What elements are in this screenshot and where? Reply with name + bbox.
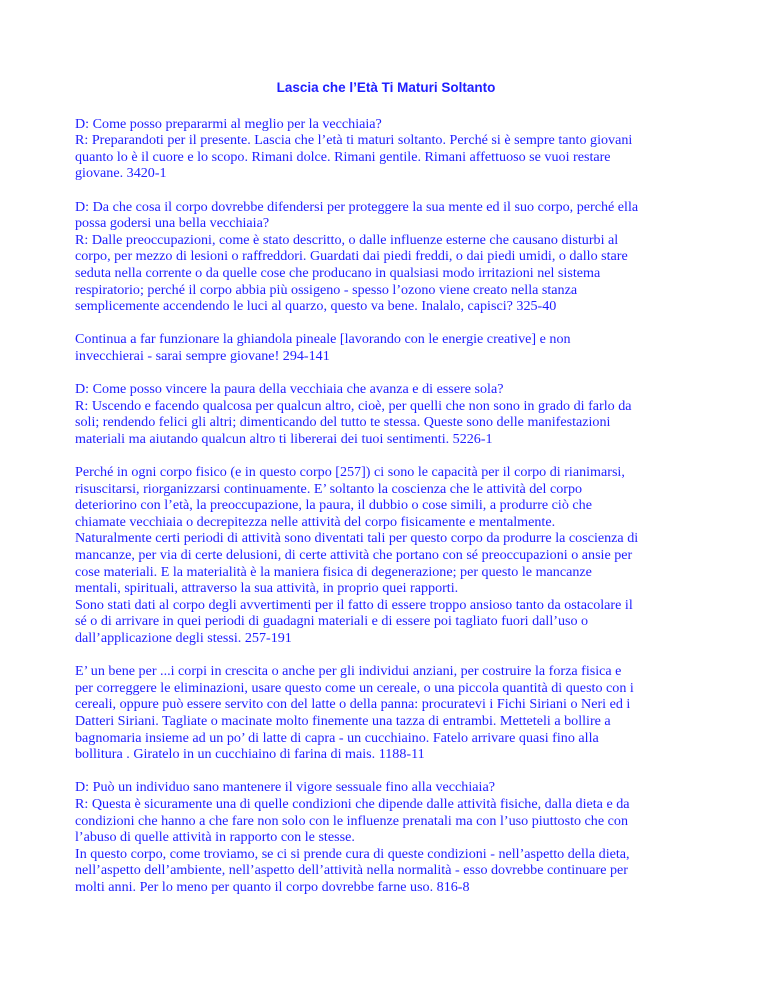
text-line: cose materiali. E la materialità è la maniera fisica di degenerazione; per questo le mancanze	[75, 563, 592, 580]
paragraph	[75, 116, 697, 182]
text-line: corpo, per mezzo di lesioni o raffreddori. Guardati dai piedi freddi, o dai piedi umidi, o dallo stare	[75, 248, 628, 265]
paragraph	[75, 199, 697, 315]
text-line: R: Dalle preoccupazioni, come è stato descritto, o dalle influenze esterne che causano disturbi al	[75, 231, 619, 248]
text-line: nell’aspetto dell’ambiente, nell’aspetto dell’attività nella normalità - esso dovrebbe continuare per	[75, 862, 628, 879]
text-line: deteriorino con l’età, la preoccupazione, la paura, il dubbio o cose simili, a produrre ciò che	[75, 497, 592, 514]
text-line: D: Come posso vincere la paura della vecchiaia che avanza e di essere sola?	[75, 381, 504, 398]
text-line: Perché in ogni corpo fisico (e in questo corpo [257]) ci sono le capacità per il corpo di rianimarsi,	[75, 464, 625, 481]
paragraph	[75, 663, 697, 763]
text-line: seduta nella corrente o da quelle cose che producano in qualsiasi modo irritazioni nel sistema	[75, 264, 601, 281]
text-line: Datteri Siriani. Tagliate o macinate molto finemente una tazza di entrambi. Metteteli a bollire a	[75, 712, 611, 729]
text-line: quanto lo è il cuore e lo scopo. Rimani dolce. Rimani gentile. Rimani affettuoso se vuoi restare	[75, 148, 611, 165]
text-line: R: Uscendo e facendo qualcosa per qualcun altro, cioè, per quelli che non sono in grado di farlo da	[75, 397, 632, 414]
text-line: bagnomaria insieme ad un po’ di latte di capra - un cucchiaino. Fatelo arrivare quasi fino alla	[75, 729, 599, 746]
text-line: per correggere le eliminazioni, usare questo come un cereale, o una piccola quantità di questo con i	[75, 679, 634, 696]
text-line: In questo corpo, come troviamo, se ci si prende cura di queste condizioni - nell’aspetto della dieta,	[75, 845, 630, 862]
paragraph	[75, 779, 697, 895]
text-line: sé o di arrivare in quei periodi di guadagni materiali e di essere poi tagliato fuori dall’uso o	[75, 613, 589, 630]
text-line: possa godersi una bella vecchiaia?	[75, 215, 270, 232]
text-line: Naturalmente certi periodi di attività sono diventati tali per questo corpo da produrre la coscienza di	[75, 530, 639, 547]
paragraph	[75, 464, 697, 647]
text-line: D: Può un individuo sano mantenere il vigore sessuale fino alla vecchiaia?	[75, 779, 495, 796]
text-line: dall’applicazione degli stessi. 257-191	[75, 630, 292, 646]
paragraph	[75, 381, 697, 447]
text-line: giovane. 3420-1	[75, 165, 167, 182]
text-line: Continua a far funzionare la ghiandola pineale [lavorando con le energie creative] e non	[75, 331, 571, 348]
text-line: materiali ma aiutando qualcun altro ti libererai dei tuoi sentimenti. 5226-1	[75, 430, 493, 447]
text-line: chiamate vecchiaia o decrepitezza nelle attività del corpo fisicamente e mentalmente.	[75, 513, 556, 530]
document-body	[75, 116, 697, 896]
text-line: respiratorio; perché il corpo abbia più ossigeno - spesso l’ozono viene creato nella stanza	[75, 281, 578, 298]
text-line: cereali, oppure può essere servito con del latte o della panna: procuratevi i Fichi Siriani o Neri ed i	[75, 696, 631, 713]
text-line: R: Preparandoti per il presente. Lascia che l’età ti maturi soltanto. Perché si è sempre tanto giovani	[75, 132, 633, 149]
text-line: mentali, spirituali, attraverso la sua attività, in proprio quei rapporti.	[75, 580, 459, 597]
text-line: E’ un bene per ...i corpi in crescita o anche per gli individui anziani, per costruire la forza fisica e	[75, 663, 622, 680]
text-line: soli; rendendo felici gli altri; dimenticando del tutto te stessa. Queste sono delle manifestazioni	[75, 414, 611, 431]
text-line: l’abuso di quelle attività in rapporto con le stesse.	[75, 829, 355, 846]
text-line: mancanze, per via di certe delusioni, di certe attività che portano con sé preoccupazioni o ansie per	[75, 547, 633, 564]
text-line: bollitura . Giratelo in un cucchiaino di farina di mais. 1188-11	[75, 746, 425, 763]
text-line: Sono stati dati al corpo degli avvertimenti per il fatto di essere troppo ansioso tanto da ostacolare il	[75, 596, 633, 613]
text-line: semplicemente accendendo le luci al quarzo, questo va bene. Inalalo, capisci? 325-40	[75, 298, 557, 315]
paragraph	[75, 331, 697, 364]
text-line: R: Questa è sicuramente una di quelle condizioni che dipende dalle attività fisiche, dalla dieta e da	[75, 795, 630, 812]
text-line: molti anni. Per lo meno per quanto il corpo dovrebbe farne uso. 816-8	[75, 878, 470, 895]
text-line: D: Da che cosa il corpo dovrebbe difendersi per proteggere la sua mente ed il suo corpo, perché ella	[75, 198, 639, 215]
text-line: D: Come posso prepararmi al meglio per la vecchiaia?	[75, 115, 382, 132]
text-line: risuscitarsi, riorganizzarsi continuamente. E’ soltanto la coscienza che le attività del corpo	[75, 480, 583, 497]
document-title: Lascia che l’Età Ti Maturi Soltanto	[276, 80, 496, 95]
text-line: invecchierai - sarai sempre giovane! 294-141	[75, 347, 330, 364]
text-line: condizioni che hanno a che fare non solo con le influenze prenatali ma con l’uso piuttosto che con	[75, 812, 628, 829]
document-page	[75, 80, 697, 912]
